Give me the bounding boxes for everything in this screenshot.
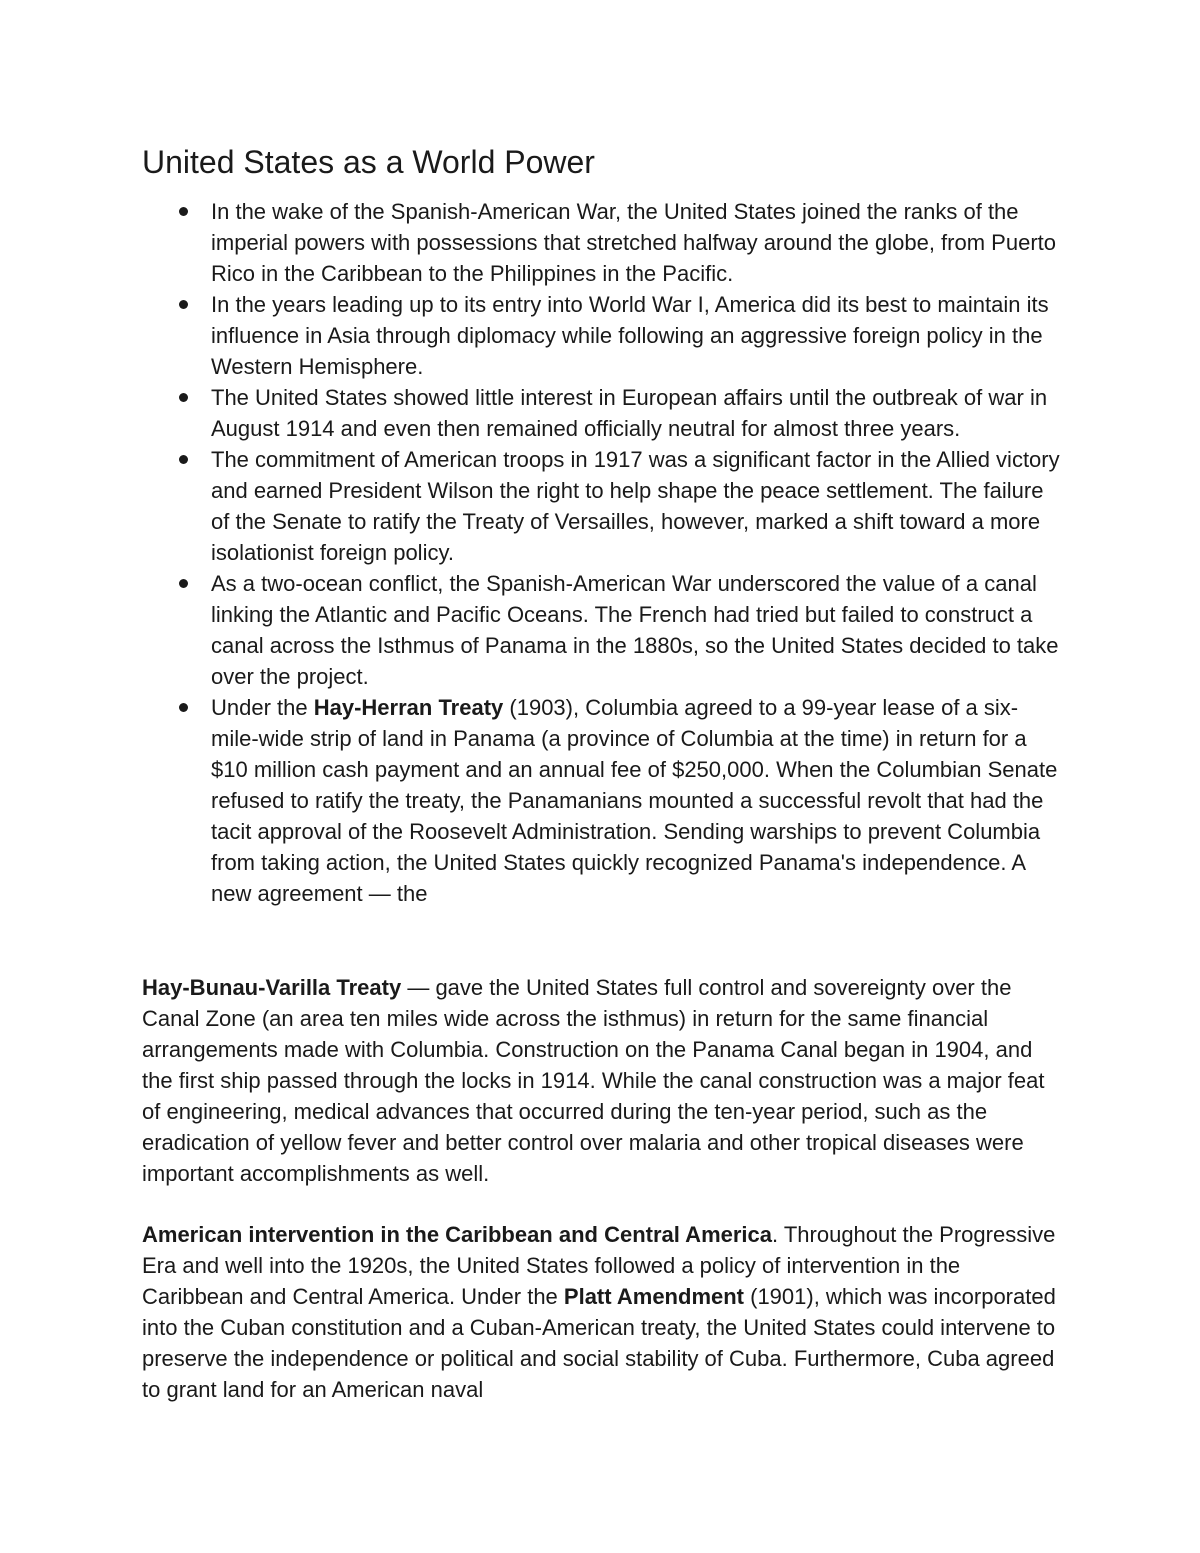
paragraph-text: (1901), which was incorporated into the Cuban constitution and a Cuban-American treaty, the United States could intervene to preserve the independence or political and social stability of Cuba. Furthermore, Cuba agreed to grant land for an American naval [142,1284,1056,1402]
bullet-dot-icon [179,579,188,588]
bullet-text: The United States showed little interest in European affairs until the outbreak of war in August 1914 and even then remained officially neutral for almost three years. [211,385,1048,441]
list-item [142,568,1062,692]
bullet-text: In the wake of the Spanish-American War, the United States joined the ranks of the imperial powers with possessions that stretched halfway around the globe, from Puerto Rico in the Caribbean to the Philippines in the Pacific. [211,199,1056,286]
paragraph-text: — gave the United States full control and sovereignty over the Canal Zone (an area ten miles wide across the isthmus) in return for the same financial arrangements made with Columbia. Construction on the Panama Canal began in 1904, and the first ship passed through the locks in 1914. While the canal construction was a major feat of engineering, medical advances that occurred during the ten-year period, such as the eradication of yellow fever and better control over malaria and other tropical diseases were important accomplishments as well. [142,975,1045,1186]
list-item [142,196,1062,289]
bullet-list [142,196,1062,909]
bullet-text: In the years leading up to its entry into World War I, America did its best to maintain its influence in Asia through diplomacy while following an aggressive foreign policy in the Western Hemisphere. [211,292,1049,379]
intervention-heading-term: American intervention in the Caribbean and Central America [142,1222,773,1247]
paragraph-canal [142,972,1062,1189]
bullet-text: The commitment of American troops in 1917 was a significant factor in the Allied victory and earned President Wilson the right to help shape the peace settlement. The failure of the Senate to ratify the Treaty of Versailles, however, marked a shift toward a more isolationist foreign policy. [211,447,1060,565]
bullet-dot-icon [179,393,188,402]
list-item [142,444,1062,568]
bullet-dot-icon [179,300,188,309]
paragraph-text: . Throughout the Progressive Era and well into the 1920s, the United States followed a policy of intervention in the Caribbean and Central America. Under the [142,1222,1056,1309]
bullet-text: As a two-ocean conflict, the Spanish-American War underscored the value of a canal linking the Atlantic and Pacific Oceans. The French had tried but failed to construct a canal across the Isthmus of Panama in the 1880s, so the United States decided to take over the project. [211,571,1059,689]
platt-amendment-term: Platt Amendment [563,1284,744,1309]
hay-herran-treaty-term: Hay-Herran Treaty [313,695,504,720]
bullet-text-post: (1903), Columbia agreed to a 99-year lease of a six-mile-wide strip of land in Panama (a province of Columbia at the time) in return for a $10 million cash payment and an annual fee of $250,000. When the Columbian Senate refused to ratify the treaty, the Panamanians mounted a successful revolt that had the tacit approval of the Roosevelt Administration. Sending warships to prevent Columbia from taking action, the United States quickly recognized Panama's independence. A new agreement — the [211,695,1058,906]
list-item [142,289,1062,382]
page-title: United States as a World Power [142,144,595,180]
hay-bunau-varilla-treaty-term: Hay-Bunau-Varilla Treaty [142,975,402,1000]
bullet-dot-icon [179,207,188,216]
bullet-dot-icon [179,703,188,712]
list-item [142,692,1062,909]
bullet-text-pre: Under the [211,695,314,720]
bullet-dot-icon [179,455,188,464]
list-item [142,382,1062,444]
paragraph-intervention [142,1219,1062,1405]
